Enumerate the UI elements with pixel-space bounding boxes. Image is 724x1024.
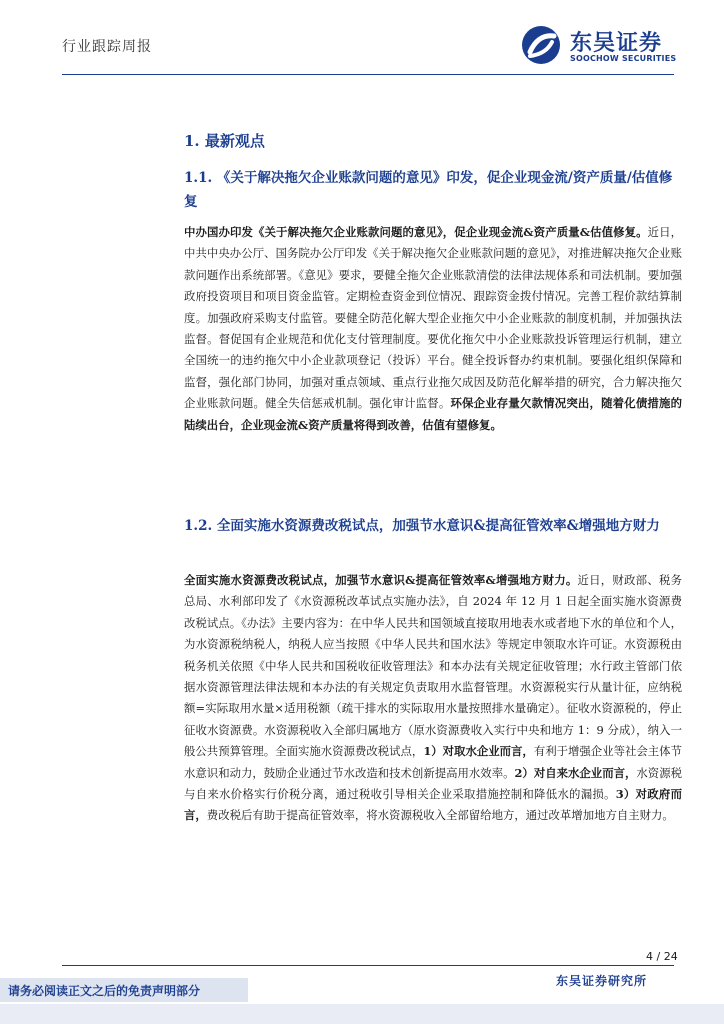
point-3-text: 费改税后有助于提高征管效率，将水资源税收入全部留给地方，通过改革增加地方自主财力。 — [206, 808, 674, 823]
paragraph-lead: 全面实施水资源费改税试点，加强节水意识&提高征管效率&增强地方财力。 — [184, 573, 578, 587]
point-1-text: 有利于增强企业等社会主体节水意识和动力，鼓励企业通过节水改造和技术创新提高用水效率。 — [184, 744, 682, 780]
point-1-label: 1）对取水企业而言， — [423, 744, 534, 759]
company-logo — [520, 24, 680, 66]
subsection-heading-1-1: 1.1. 《关于解决拖欠企业账款问题的意见》印发，促企业现金流/资产质量/估值修复 — [184, 170, 673, 210]
paragraph-1-2 — [184, 570, 682, 827]
point-2-label: 2）对自来水企业而言， — [514, 765, 637, 780]
page-number: 4 / 24 — [646, 950, 678, 963]
logo-text-en: SOOCHOW SECURITIES — [570, 54, 677, 63]
paragraph-conclusion: 环保企业存量欠款情况突出，随着化债措施的陆续出台，企业现金流&资产质量将得到改善，估值有望修复。 — [184, 396, 682, 432]
point-2-text: 水资源税与自来水价格实行价税分离，通过税收引导相关企业采取措施控制和降低水的漏损。 — [184, 765, 682, 802]
bottom-bar — [0, 1004, 724, 1024]
subsection-heading-1-2: 1.2. 全面实施水资源费改税试点，加强节水意识&提高征管效率&增强地方财力 — [184, 518, 660, 534]
disclaimer-banner — [0, 978, 248, 1002]
footer-divider — [62, 965, 674, 966]
logo-text-cn: 东吴证券 — [570, 31, 663, 56]
footer-organization: 东吴证券研究所 — [556, 974, 648, 988]
paragraph-1-1 — [184, 222, 682, 436]
header-divider — [62, 74, 674, 75]
disclaimer-text: 请务必阅读正文之后的免责声明部分 — [8, 984, 201, 998]
paragraph-lead: 中办国办印发《关于解决拖欠企业账款问题的意见》，促企业现金流&资产质量&估值修复。 — [184, 225, 648, 239]
paragraph-body: 近日，财政部、税务总局、水利部印发了《水资源税改革试点实施办法》，自 2024 年 12 月 1 日起全面实施水资源费改税试点。《办法》主要内容为：在中华人民共和国领域直接取用地表水或者地下水的单位和个人，为水资源税纳税人，纳税人应当按照《中华人民共和国水法》等规定申领取水许可证。水资源税由税务机关依照《中华人民共和国税收征收管理法》和本办法有关规定征收管理；水行政主管部门依据水资源管理法律法规和本办法的有关规定负责取用水监督管理。水资源税实行从量计征，应纳税额=实际取用水量×适用税额（疏干排水的实际取用水量按照排水量确定）。征收水资源税的，停止征收水资源费。水资源税收入全部归属地方（原水资源费收入实行中央和地方 1：9 分成），纳入一般公共预算管理。全面实施水资源费改税试点， — [184, 573, 682, 759]
point-3-label: 3）对政府而言， — [184, 787, 682, 823]
report-type-label: 行业跟踪周报 — [62, 39, 152, 55]
soochow-logo-icon — [520, 24, 564, 66]
section-heading: 1. 最新观点 — [184, 132, 265, 150]
paragraph-body: 近日，中共中央办公厅、国务院办公厅印发《关于解决拖欠企业账款问题的意见》，对推进解决拖欠企业账款问题作出系统部署。《意见》要求，要健全拖欠企业账款清偿的法律法规体系和司法机制。要加强政府投资项目和项目资金监管。定期检查资金到位情况、跟踪资金拨付情况。完善工程价款结算制度。加强政府采购支付监管。要健全防范化解大型企业拖欠中小企业账款的制度机制，并加强执法监督。督促国有企业规范和优化支付管理制度。要优化拖欠中小企业账款投诉管理运行机制，建立全国统一的违约拖欠中小企业款项登记（投诉）平台。健全投诉督办约束机制。要强化组织保障和监督，强化部门协同，加强对重点领域、重点行业拖欠成因及防范化解举措的研究，合力解决拖欠企业账款问题。健全失信惩戒机制。强化审计监督。 — [184, 225, 682, 411]
